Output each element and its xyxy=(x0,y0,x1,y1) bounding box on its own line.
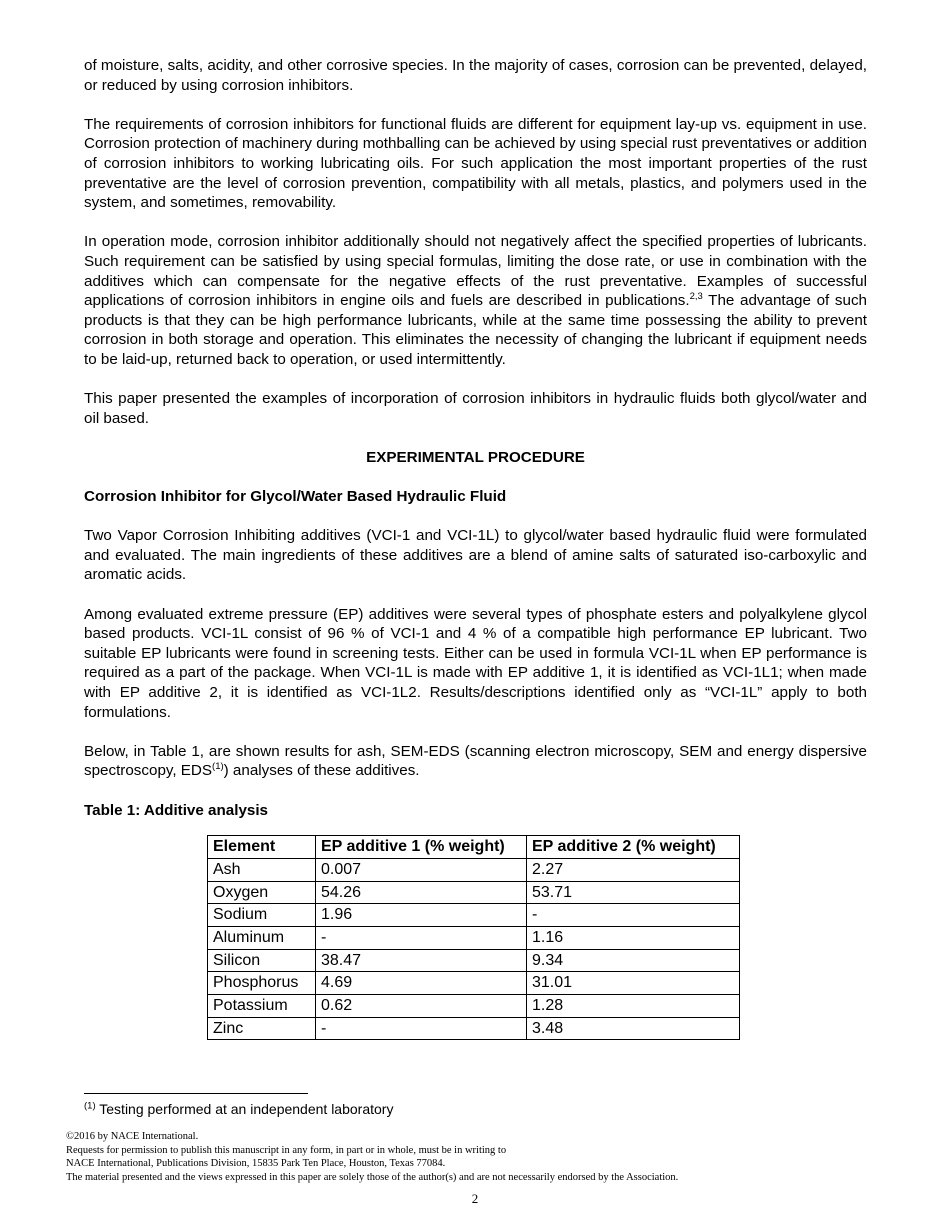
table-cell: - xyxy=(316,1017,527,1040)
table-cell: 54.26 xyxy=(316,881,527,904)
subsection-heading: Corrosion Inhibitor for Glycol/Water Based Hydraulic Fluid xyxy=(84,488,507,506)
table-cell: 1.16 xyxy=(527,926,740,949)
copyright-line: ©2016 by NACE International. xyxy=(66,1131,199,1142)
table-row xyxy=(208,994,740,1017)
paragraph-ep-additives: Among evaluated extreme pressure (EP) additives were several types of phosphate esters and polyalkylene glycol based products. VCI-1L consist of 96 % of VCI-1 and 4 % of a compatible high performance EP lubricant. Two suitable EP lubricants were found in screening tests. Either can be used in formula VCI-1L when EP performance is required as a part of the package. When VCI-1L is made with EP additive 1, it is identified as VCI-1L1; when made with EP additive 2, it is identified as VCI-1L2. Results/descriptions identified only as “VCI-1L” apply to both formulations. xyxy=(84,605,867,721)
table-header-row xyxy=(208,836,740,859)
table-cell: Zinc xyxy=(208,1017,316,1040)
table-row xyxy=(208,972,740,995)
table-cell: Silicon xyxy=(208,949,316,972)
table-header-cell: Element xyxy=(208,836,316,859)
table-cell: 38.47 xyxy=(316,949,527,972)
section-heading: EXPERIMENTAL PROCEDURE xyxy=(366,448,585,466)
footnote-text: Testing performed at an independent laboratory xyxy=(95,1101,394,1117)
disclaimer-line: The material presented and the views expressed in this paper are solely those of the author(s) and are not necessarily endorsed by the Association. xyxy=(66,1172,679,1184)
paragraph-text: The advantage of such products is that they can be high performance lubricants, while at the same time possessing the ability to prevent corrosion in both storage and operation. This eliminates the necessity of changing the lubricant if equipment needs to be laid-up, returned back to operation, or used intermittently. xyxy=(84,292,867,368)
table-cell: 31.01 xyxy=(527,972,740,995)
table-cell: 0.007 xyxy=(316,858,527,881)
paragraph-operation-mode xyxy=(84,232,867,369)
footnote-marker: (1) xyxy=(84,1100,96,1112)
table-cell: 1.28 xyxy=(527,994,740,1017)
paragraph-intro-continued: of moisture, salts, acidity, and other corrosive species. In the majority of cases, corrosion can be prevented, delayed, or reduced by using corrosion inhibitors. xyxy=(84,57,867,94)
footnote-divider xyxy=(84,1093,308,1094)
table-cell: Ash xyxy=(208,858,316,881)
additive-analysis-table xyxy=(207,835,740,1040)
table-cell: Sodium xyxy=(208,904,316,927)
table-cell: 1.96 xyxy=(316,904,527,927)
table-row xyxy=(208,949,740,972)
table-row xyxy=(208,926,740,949)
table-cell: 4.69 xyxy=(316,972,527,995)
table-row xyxy=(208,904,740,927)
table-cell: 2.27 xyxy=(527,858,740,881)
table-cell: 53.71 xyxy=(527,881,740,904)
table-cell: Oxygen xyxy=(208,881,316,904)
table-cell: 3.48 xyxy=(527,1017,740,1040)
table-header-cell: EP additive 2 (% weight) xyxy=(527,836,740,859)
paragraph-text: In operation mode, corrosion inhibitor additionally should not negatively affect the specified properties of lubricants. Such requirement can be satisfied by using special formulas, limiting the dose rate, or use in combination with the additives which can compensate for the negative effects of the rust preventative. Examples of successful applications of corrosion inhibitors in engine oils and fuels are described in publications. xyxy=(84,233,867,310)
table-cell: Phosphorus xyxy=(208,972,316,995)
citation-reference: 2,3 xyxy=(689,291,703,303)
copyright-notice xyxy=(66,1130,896,1185)
paragraph-text: ) analyses of these additives. xyxy=(223,762,420,780)
table-cell: - xyxy=(527,904,740,927)
paragraph-vci-additives: Two Vapor Corrosion Inhibiting additives (VCI-1 and VCI-1L) to glycol/water based hydraulic fluid were formulated and evaluated. The main ingredients of these additives are a blend of amine salts of saturated iso-carboxylic and aromatic acids. xyxy=(84,527,867,584)
table-cell: 0.62 xyxy=(316,994,527,1017)
permission-line: Requests for permission to publish this manuscript in any form, in part or in whole, must be in writing to xyxy=(66,1144,507,1156)
address-line: NACE International, Publications Division, 15835 Park Ten Place, Houston, Texas 77084. xyxy=(66,1158,446,1170)
table-row xyxy=(208,1017,740,1040)
table-cell: Aluminum xyxy=(208,926,316,949)
table-header-cell: EP additive 1 (% weight) xyxy=(316,836,527,859)
table-row xyxy=(208,881,740,904)
page-number: 2 xyxy=(471,1191,479,1206)
table-caption: Table 1: Additive analysis xyxy=(84,801,268,819)
paragraph-requirements: The requirements of corrosion inhibitors for functional fluids are different for equipment lay-up vs. equipment in use. Corrosion protection of machinery during mothballing can be achieved by using special rust preventatives or addition of corrosion inhibitors to working lubricating oils. For such application the most important properties of the rust preventative are the level of corrosion prevention, compatibility with all metals, plastics, and polymers used in the system, and sometimes, removability. xyxy=(84,115,867,212)
footnote xyxy=(84,1101,393,1117)
paragraph-table-intro xyxy=(84,742,867,781)
document-body xyxy=(84,56,867,1040)
table-row xyxy=(208,858,740,881)
table-cell: - xyxy=(316,926,527,949)
footnote-reference: (1) xyxy=(212,761,224,773)
paragraph-text: Below, in Table 1, are shown results for ash, SEM-EDS (scanning electron microscopy, SEM and energy dispersive spectroscopy, EDS xyxy=(84,742,867,780)
table-cell: 9.34 xyxy=(527,949,740,972)
paragraph-paper-scope: This paper presented the examples of incorporation of corrosion inhibitors in hydraulic fluids both glycol/water and oil based. xyxy=(84,390,867,427)
table-cell: Potassium xyxy=(208,994,316,1017)
